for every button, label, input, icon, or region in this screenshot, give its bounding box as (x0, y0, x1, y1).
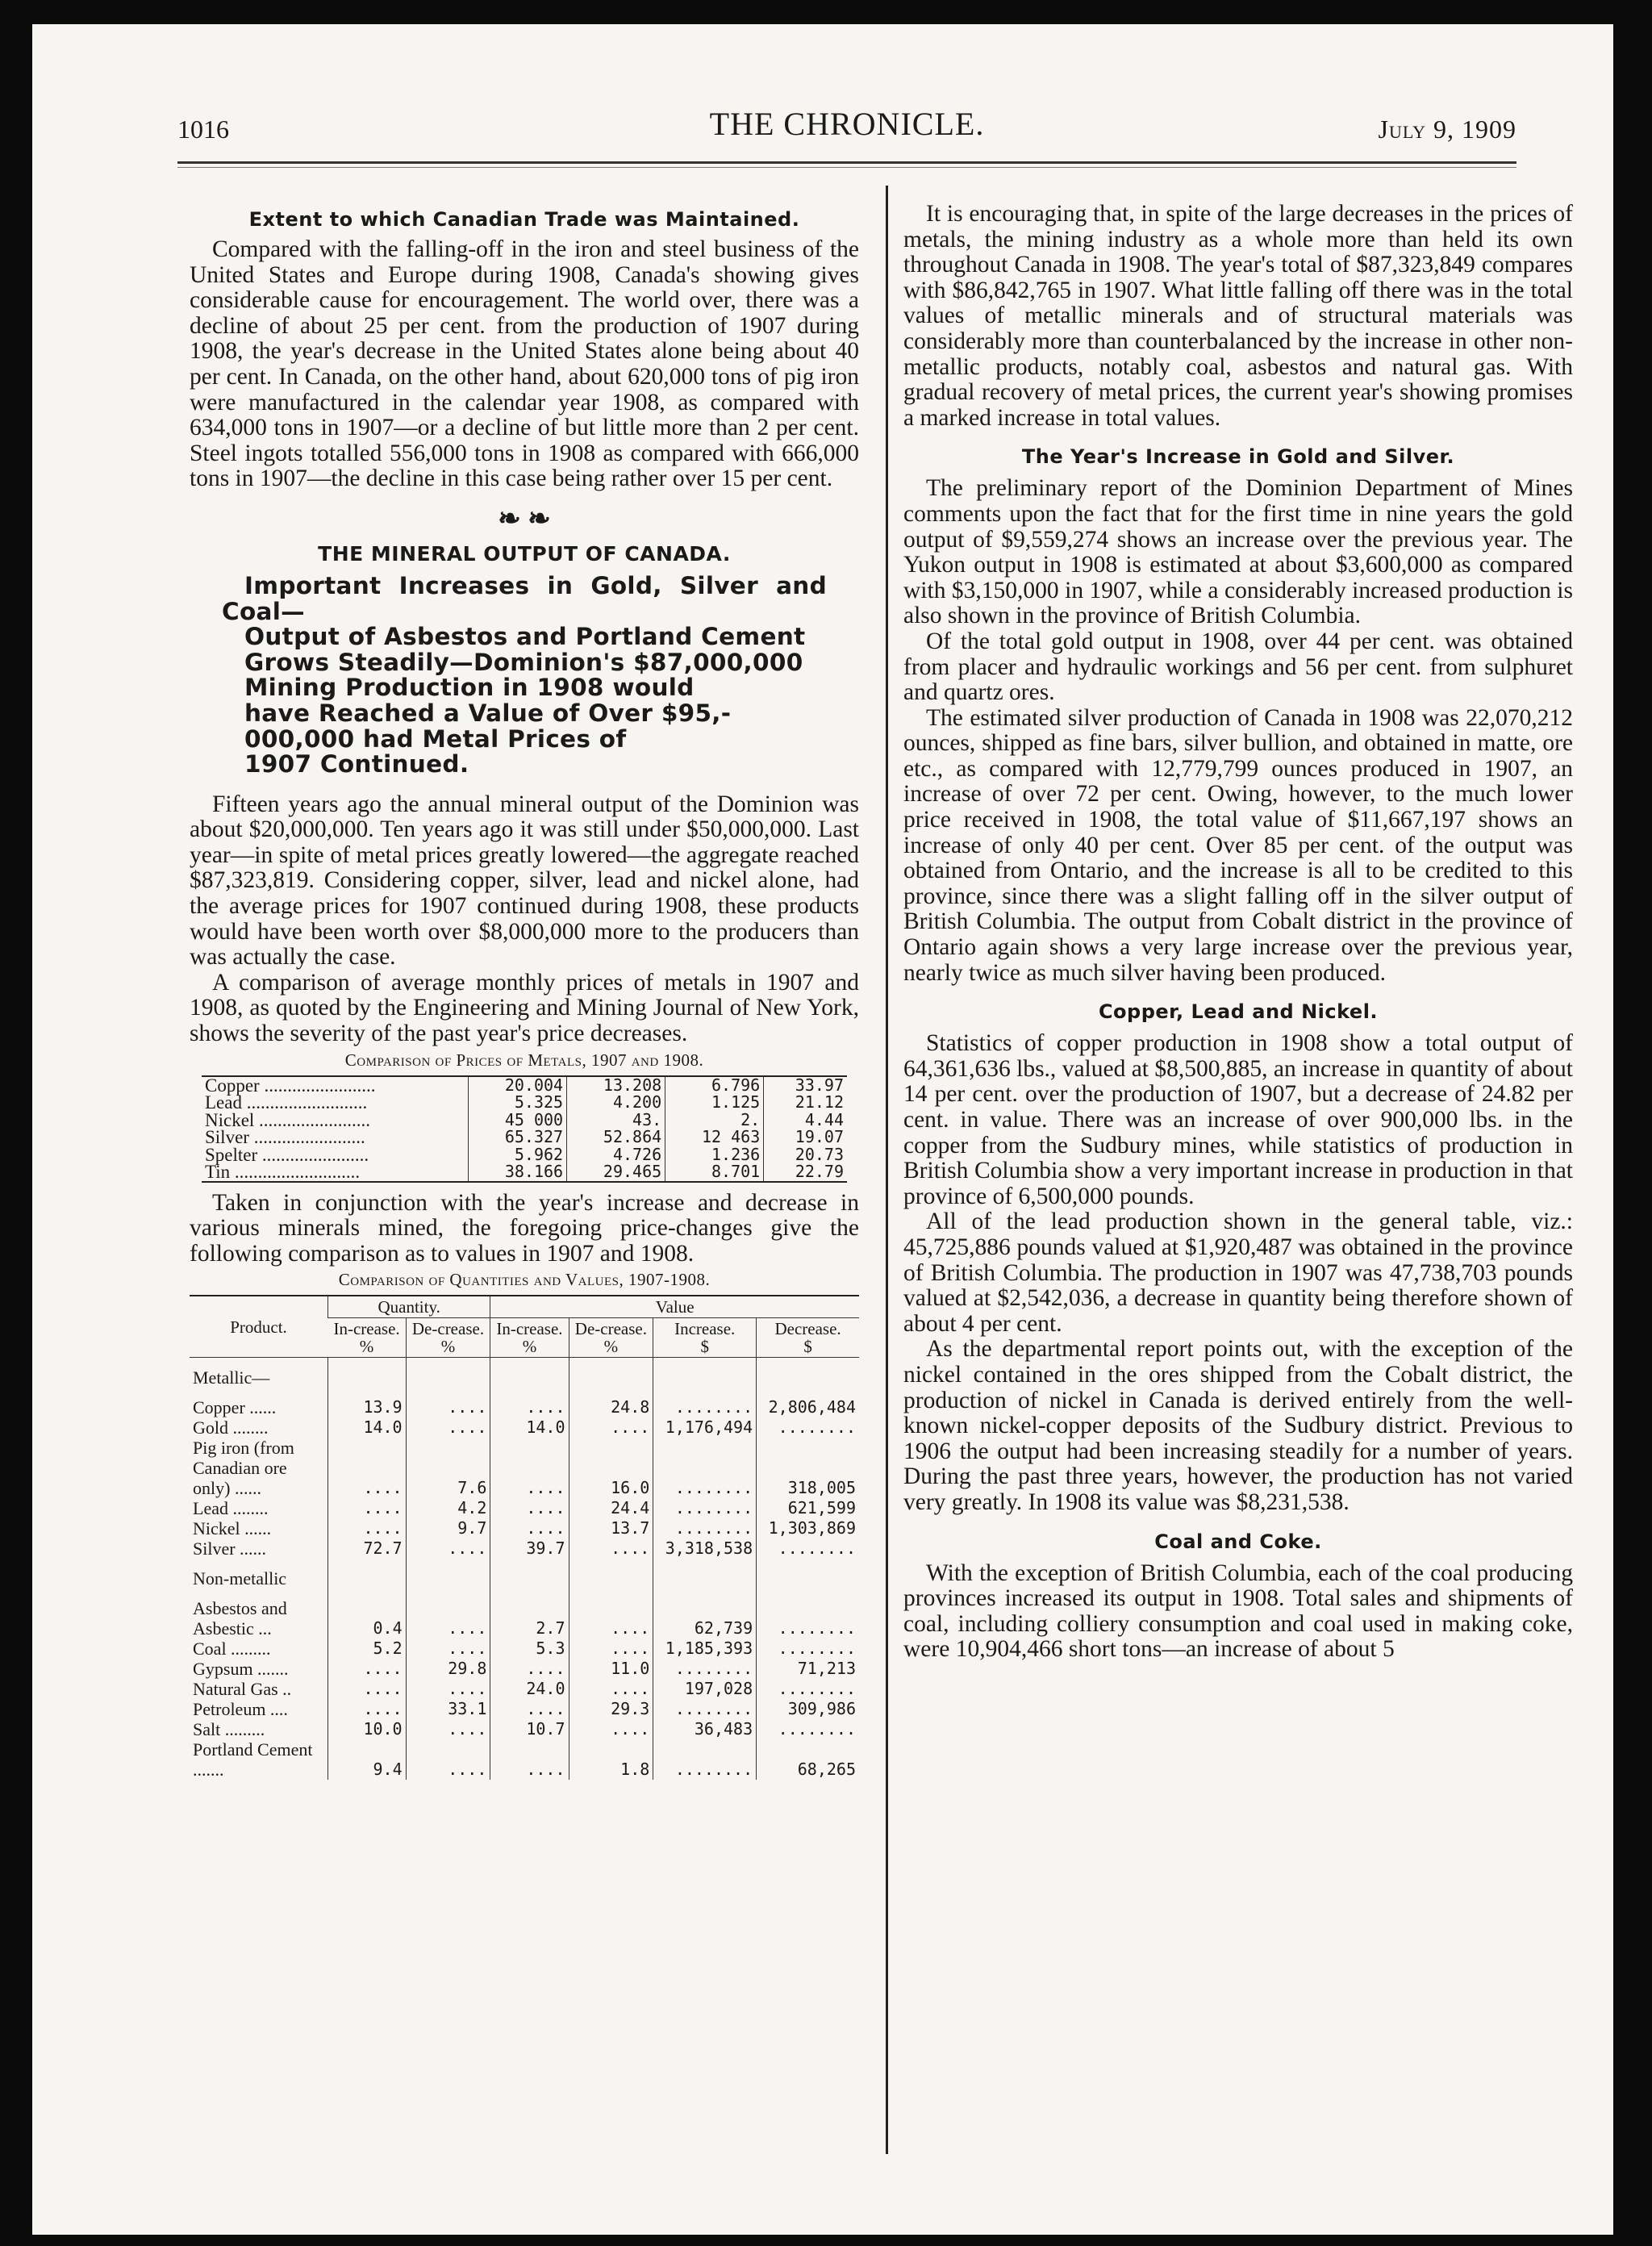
header-quantity: Quantity. (328, 1296, 490, 1318)
left-column (190, 194, 859, 2162)
value-cell: .... (406, 1417, 490, 1438)
value-cell: .... (569, 1598, 653, 1639)
value-cell: ........ (757, 1417, 859, 1438)
value-cell: ........ (653, 1518, 757, 1538)
price-cell: 19.07 (764, 1129, 847, 1146)
metal-name: Spelter ....................... (205, 1144, 369, 1165)
value-cell: 5.3 (490, 1639, 569, 1659)
value-cell: 29.3 (569, 1699, 653, 1719)
metal-name: Silver ........................ (205, 1127, 365, 1148)
table-row (202, 1163, 847, 1182)
empty-cell (653, 1358, 757, 1398)
price-cell: 1.125 (665, 1094, 764, 1112)
value-cell: 621,599 (757, 1498, 859, 1518)
price-cell: 29.465 (567, 1163, 665, 1182)
value-cell: .... (328, 1518, 407, 1538)
value-cell: ........ (653, 1438, 757, 1498)
table-row (190, 1719, 859, 1739)
paragraph-lead: All of the lead production shown in the general table, viz.: 45,725,886 pounds valued at $1,920,487 was obtained in the province of British Columbia. The production in 1907 was 47,738,703 pounds valued at $2,542,036, a decrease in quantity being therefore shown of about 4 per cent. (903, 1209, 1573, 1337)
value-cell: 10.7 (490, 1719, 569, 1739)
value-cell: .... (328, 1679, 407, 1699)
price-cell: 52.864 (567, 1129, 665, 1146)
product-name: Lead ........ (193, 1498, 269, 1519)
value-cell: 9.4 (328, 1739, 407, 1780)
value-cell: ........ (653, 1498, 757, 1518)
value-cell: ........ (757, 1719, 859, 1739)
value-cell: 3,318,538 (653, 1538, 757, 1559)
price-cell: 45 000 (469, 1112, 567, 1129)
table-row (202, 1076, 847, 1095)
table-row (190, 1659, 859, 1679)
section-row (190, 1559, 859, 1598)
price-cell: 12 463 (665, 1129, 764, 1146)
price-cell: 21.12 (764, 1094, 847, 1112)
section-heading-trade: Extent to which Canadian Trade was Maintained. (248, 208, 800, 231)
value-cell: 1.8 (569, 1739, 653, 1780)
empty-cell (757, 1559, 859, 1598)
metal-name: Tin ........................... (205, 1162, 361, 1183)
value-cell: 2.7 (490, 1598, 569, 1639)
header-increase-usd: Increase. $ (653, 1318, 757, 1358)
product-name: Gold ........ (193, 1417, 269, 1438)
table-row (190, 1397, 859, 1417)
section-row (190, 1358, 859, 1398)
subhead-line: 1907 Continued. (244, 750, 469, 779)
section-label: Non-metallic (193, 1568, 287, 1589)
value-cell: 13.7 (569, 1518, 653, 1538)
price-cell: 20.73 (764, 1146, 847, 1164)
value-cell: 1,176,494 (653, 1417, 757, 1438)
value-cell: 318,005 (757, 1438, 859, 1498)
issue-date: July 9, 1909 (1378, 115, 1516, 144)
product-name: Natural Gas .. (193, 1679, 292, 1700)
price-cell: 4.726 (567, 1146, 665, 1164)
value-cell: 1,185,393 (653, 1639, 757, 1659)
section-heading-copper: Copper, Lead and Nickel. (1098, 1000, 1379, 1024)
value-cell: 14.0 (490, 1417, 569, 1438)
paragraph-copper: Statistics of copper production in 1908 show a total output of 64,361,636 lbs., valued at $8,500,885, an increase in quantity of about 14 per cent. over the production of 1907, but a decrease of 24.82 per cent. in value. There was an increase of over 900,000 lbs. in the copper from the Sudbury mines, while statistics of production in British Columbia show a very important increase in production in that province of 6,500,000 pounds. (903, 1030, 1573, 1209)
table-row (202, 1112, 847, 1129)
value-cell: .... (569, 1679, 653, 1699)
value-cell: .... (328, 1659, 407, 1679)
value-cell: .... (328, 1438, 407, 1498)
value-cell: .... (569, 1639, 653, 1659)
value-cell: .... (328, 1699, 407, 1719)
paragraph-trade: Compared with the falling-off in the iron and steel business of the United States and Europe during 1908, Canada's showing gives considerable cause for encouragement. The world over, there was a decline of about 25 per cent. from the production of 1907 during 1908, the year's decrease in the United States alone being about 40 per cent. In Canada, on the other hand, about 620,000 tons of pig iron were manufactured in the calendar year 1908, as compared with 634,000 tons in 1907—or a decline of but little more than 2 per cent. Steel ingots totalled 556,000 tons in 1908 as compared with 666,000 tons in 1907—the decline in this case being rather over 15 per cent. (190, 236, 859, 492)
product-name: Petroleum .... (193, 1699, 288, 1720)
value-cell: 24.0 (490, 1679, 569, 1699)
value-cell: .... (490, 1518, 569, 1538)
value-cell: .... (490, 1659, 569, 1679)
value-cell: 309,986 (757, 1699, 859, 1719)
table-row (190, 1679, 859, 1699)
price-cell: 65.327 (469, 1129, 567, 1146)
newspaper-page (32, 24, 1613, 2235)
section-label: Metallic— (193, 1367, 270, 1388)
subhead-line: Output of Asbestos and Portland Cement (244, 623, 806, 651)
price-cell: 6.796 (665, 1076, 764, 1095)
value-cell: .... (406, 1679, 490, 1699)
table-row (202, 1146, 847, 1164)
publication-title: THE CHRONICLE. (709, 106, 985, 142)
empty-cell (328, 1358, 407, 1398)
value-cell: .... (406, 1598, 490, 1639)
header-val-decrease-pct: De-crease. % (569, 1318, 653, 1358)
value-cell: ........ (653, 1699, 757, 1719)
table-row (190, 1518, 859, 1538)
table1-caption: Comparison of Prices of Metals, 1907 and 1908. (344, 1050, 704, 1070)
paragraph-output: Fifteen years ago the annual mineral output of the Dominion was about $20,000,000. Ten years ago it was still under $50,000,000. Last year—in spite of metal prices greatly lowered—the aggregate reached $87,323,819. Considering copper, silver, lead and nickel alone, had the average prices for 1907 continued during 1908, these products would have been worth over $8,000,000 more to the producers than was actually the case. (190, 791, 859, 971)
value-cell: 29.8 (406, 1659, 490, 1679)
empty-cell (406, 1559, 490, 1598)
table-row (202, 1094, 847, 1112)
page-header (177, 105, 1516, 153)
value-cell: 13.9 (328, 1397, 407, 1417)
value-cell: ........ (757, 1679, 859, 1699)
value-cell: 4.2 (406, 1498, 490, 1518)
value-cell: .... (490, 1438, 569, 1498)
value-cell: 33.1 (406, 1699, 490, 1719)
value-cell: ........ (757, 1538, 859, 1559)
product-name: Copper ...... (193, 1397, 277, 1418)
value-cell: 24.8 (569, 1397, 653, 1417)
product-name: Coal ......... (193, 1639, 271, 1659)
empty-cell (569, 1559, 653, 1598)
article-subheads (190, 571, 859, 779)
right-column (903, 194, 1573, 2162)
price-cell: 2. (665, 1112, 764, 1129)
table-row (190, 1699, 859, 1719)
price-cell: 33.97 (764, 1076, 847, 1095)
table-row (190, 1739, 859, 1780)
product-name: Pig iron (from Canadian ore only) ...... (193, 1438, 294, 1499)
value-cell: ........ (653, 1659, 757, 1679)
table-row (190, 1639, 859, 1659)
price-cell: 5.962 (469, 1146, 567, 1164)
section-heading-coal: Coal and Coke. (1154, 1530, 1322, 1553)
value-cell: .... (490, 1699, 569, 1719)
paragraph-conjunction: Taken in conjunction with the year's increase and decrease in various minerals mined, the foregoing price-changes give the following comparison as to values in 1907 and 1908. (190, 1189, 859, 1267)
value-cell: 7.6 (406, 1438, 490, 1498)
paragraph-gold-placer: Of the total gold output in 1908, over 44 per cent. was obtained from placer and hydraulic workings and 56 per cent. from sulphuret and quartz ores. (903, 628, 1573, 706)
table2-caption: Comparison of Quantities and Values, 1907-1908. (338, 1270, 711, 1290)
price-cell: 38.166 (469, 1163, 567, 1182)
header-rule (177, 161, 1516, 168)
header-val-increase-pct: In-crease. % (490, 1318, 569, 1358)
value-cell: .... (406, 1639, 490, 1659)
price-cell: 8.701 (665, 1163, 764, 1182)
price-cell: 13.208 (567, 1076, 665, 1095)
value-cell: .... (406, 1397, 490, 1417)
paragraph-encouraging: It is encouraging that, in spite of the large decreases in the prices of metals, the mining industry as a whole more than held its own throughout Canada in 1908. The year's total of $87,323,849 compares with $86,842,765 in 1907. What little falling off there was in the total values of metallic minerals and of structural materials was considerably more than counterbalanced by the increase in other non-metallic products, notably coal, asbestos and natural gas. With gradual recovery of metal prices, the current year's showing promises a marked increase in total values. (903, 201, 1573, 431)
value-cell: 1,303,869 (757, 1518, 859, 1538)
header-qty-decrease: De-crease. % (406, 1318, 490, 1358)
empty-cell (653, 1559, 757, 1598)
paragraph-coal: With the exception of British Columbia, each of the coal producing provinces increased its output in 1908. Total sales and shipments of coal, including colliery consumption and coal used in making coke, were 10,904,466 short tons—an increase of about 5 (903, 1559, 1573, 1663)
value-cell: 0.4 (328, 1598, 407, 1639)
value-cell: 71,213 (757, 1659, 859, 1679)
value-cell: ........ (653, 1397, 757, 1417)
value-cell: 36,483 (653, 1719, 757, 1739)
subhead-line: Important Increases in Gold, Silver and Coal— (222, 571, 827, 625)
value-cell: .... (569, 1417, 653, 1438)
metal-name: Copper ........................ (205, 1075, 376, 1096)
product-name: Asbestos and Asbestic ... (193, 1598, 287, 1639)
value-cell: .... (406, 1538, 490, 1559)
subhead-line: 000,000 had Metal Prices of (244, 724, 627, 753)
product-name: Nickel ...... (193, 1518, 272, 1539)
table-row (190, 1438, 859, 1498)
value-cell: .... (569, 1719, 653, 1739)
value-cell: 5.2 (328, 1639, 407, 1659)
header-qty-increase: In-crease. % (328, 1318, 407, 1358)
paragraph-comparison: A comparison of average monthly prices of metals in 1907 and 1908, as quoted by the Engineering and Mining Journal of New York, shows the severity of the past year's price decreases. (190, 969, 859, 1047)
value-cell: ........ (757, 1639, 859, 1659)
value-cell: ........ (653, 1739, 757, 1780)
header-product: Product. (190, 1296, 328, 1358)
product-name: Gypsum ....... (193, 1659, 289, 1680)
subhead-line: Grows Steadily—Dominion's $87,000,000 (244, 648, 803, 676)
value-cell: .... (490, 1739, 569, 1780)
ornament: ❧ ❧ (498, 503, 551, 534)
empty-cell (328, 1559, 407, 1598)
price-cell: 20.004 (469, 1076, 567, 1095)
product-name: Portland Cement ....... (193, 1739, 313, 1781)
metal-name: Lead .......................... (205, 1092, 368, 1113)
value-cell: 2,806,484 (757, 1397, 859, 1417)
quantities-values-table (190, 1295, 859, 1780)
table-row (190, 1498, 859, 1518)
empty-cell (490, 1358, 569, 1398)
section-heading-gold-silver: The Year's Increase in Gold and Silver. (1021, 445, 1455, 469)
price-cell: 1.236 (665, 1146, 764, 1164)
empty-cell (757, 1358, 859, 1398)
header-value: Value (490, 1296, 859, 1318)
price-cell: 4.44 (764, 1112, 847, 1129)
price-cell: 43. (567, 1112, 665, 1129)
value-cell: 72.7 (328, 1538, 407, 1559)
price-cell: 22.79 (764, 1163, 847, 1182)
value-cell: .... (490, 1498, 569, 1518)
empty-cell (569, 1358, 653, 1398)
table-row (190, 1538, 859, 1559)
value-cell: 62,739 (653, 1598, 757, 1639)
value-cell: ........ (757, 1598, 859, 1639)
value-cell: 16.0 (569, 1438, 653, 1498)
value-cell: 24.4 (569, 1498, 653, 1518)
paragraph-silver: The estimated silver production of Canada in 1908 was 22,070,212 ounces, shipped as fine bars, silver bullion, and obtained in matte, ore etc., as compared with 12,779,799 ounces produced in 1907, an increase of over 72 per cent. Owing, however, to the much lower price received in 1908, the total value of $11,667,197 shows an increase of only 40 per cent. Over 85 per cent. of the output was obtained from Ontario, and the increase is all to be credited to this province, since there was a slight falling off in the silver output of British Columbia. The output from Cobalt district in the province of Ontario again shows a very large increase over the previous year, nearly twice as much silver having been produced. (903, 704, 1573, 986)
header-decrease-usd: Decrease. $ (757, 1318, 859, 1358)
value-cell: 11.0 (569, 1659, 653, 1679)
empty-cell (490, 1559, 569, 1598)
price-cell: 5.325 (469, 1094, 567, 1112)
value-cell: 68,265 (757, 1739, 859, 1780)
value-cell: .... (328, 1498, 407, 1518)
article-title: THE MINERAL OUTPUT OF CANADA. (318, 541, 731, 566)
value-cell: 9.7 (406, 1518, 490, 1538)
value-cell: .... (569, 1538, 653, 1559)
column-divider (886, 186, 888, 2154)
metal-prices-table (202, 1075, 847, 1183)
empty-cell (406, 1358, 490, 1398)
page-number: 1016 (177, 115, 229, 144)
value-cell: .... (406, 1739, 490, 1780)
table-row (190, 1598, 859, 1639)
paragraph-nickel: As the departmental report points out, with the exception of the nickel contained in the ores shipped from the Cobalt district, the production of nickel in Canada is derived entirely from the well-known nickel-copper deposits of the Sudbury district. Previous to 1906 the output had been increasing steadily for a number of years. During the past three years, however, the production has not varied very greatly. In 1908 its value was $8,231,538. (903, 1336, 1573, 1515)
price-cell: 4.200 (567, 1094, 665, 1112)
product-name: Silver ...... (193, 1538, 267, 1559)
value-cell: .... (406, 1719, 490, 1739)
table-row (202, 1129, 847, 1146)
subhead-line: Mining Production in 1908 would (244, 674, 695, 702)
value-cell: 39.7 (490, 1538, 569, 1559)
value-cell: 10.0 (328, 1719, 407, 1739)
value-cell: 197,028 (653, 1679, 757, 1699)
value-cell: 14.0 (328, 1417, 407, 1438)
subhead-line: have Reached a Value of Over $95,- (244, 699, 732, 727)
paragraph-gold: The preliminary report of the Dominion Department of Mines comments upon the fact that for the first time in nine years the gold output of $9,559,274 shows an increase over the previous year. The Yukon output in 1908 is estimated at about $3,600,000 as compared with $3,150,000 in 1907, while a considerably increased production is also shown in the province of British Columbia. (903, 475, 1573, 629)
product-name: Salt ......... (193, 1719, 265, 1740)
table-row (190, 1417, 859, 1438)
value-cell: .... (490, 1397, 569, 1417)
metal-name: Nickel ........................ (205, 1109, 371, 1130)
